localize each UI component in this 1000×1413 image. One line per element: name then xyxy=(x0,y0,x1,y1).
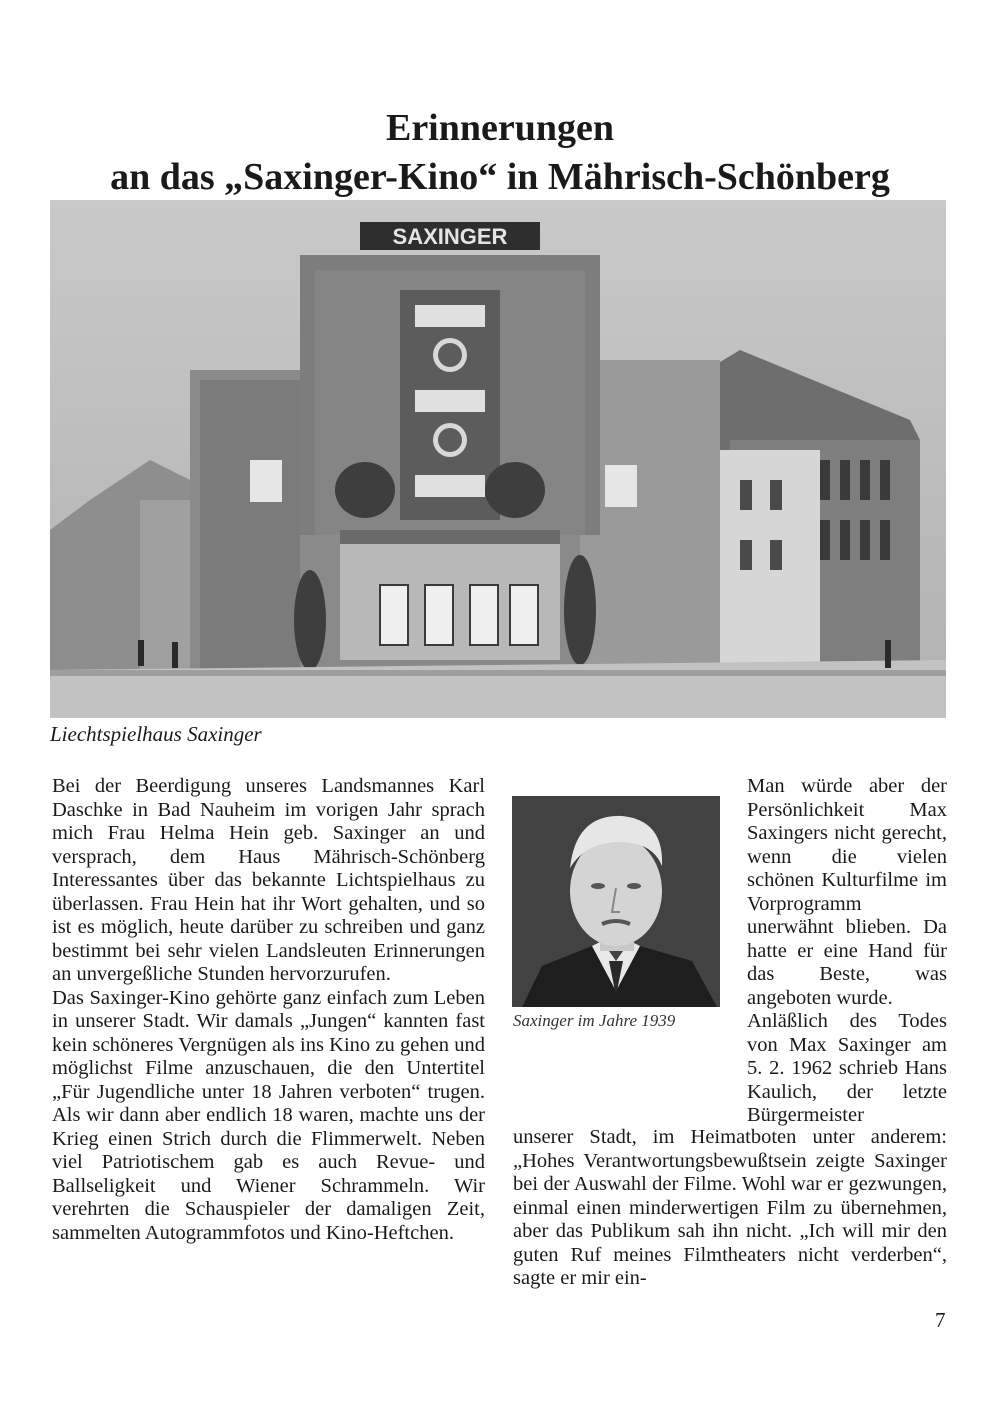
right-paragraph-1: Man würde aber der Persönlichkeit Max Saxingers nicht gerecht, wenn die vielen schönen Kulturfilme im Vorprogramm unerwähnt blieben. Da hatte er eine Hand für das Beste, was angeboten wurde. xyxy=(747,775,947,1009)
saxinger-portrait-photo xyxy=(512,796,720,1007)
article-title-line-1: Erinnerungen xyxy=(385,107,615,149)
left-paragraph-1: Bei der Beerdigung unseres Landsmannes Karl Daschke in Bad Nauheim im vorigen Jahr sprach mich Frau Helma Hein geb. Saxinger an und versprach, dem Haus Mährisch-Schönberg Interessantes über das bekannte Lichtspielhaus zu überlassen. Frau Hein hat ihr Wort gehalten, und so ist es möglich, heute darüber zu schreiben und ganz bestimmt bei sehr vielen Landsleuten Erinnerungen an unvergeßliche Stunden hervorzurufen. xyxy=(52,775,485,985)
right-paragraph-2-continued: unserer Stadt, im Heimatboten unter anderem: „Hohes Verantwortungsbewußtsein zeigte Saxinger bei der Auswahl der Filme. Wohl war er gezwungen, einmal einen minderwertigen Film zu übernehmen, aber das Publikum sah ihn nicht. „Ich will mir den guten Ruf meines Filmtheaters nicht verderben“, sagte er mir ein- xyxy=(513,1126,947,1289)
left-column xyxy=(52,775,485,1245)
portrait-illustration xyxy=(512,796,720,1007)
right-paragraph-2-start: Anläßlich des Todes von Max Saxinger am 5. 2. 1962 schrieb Hans Kaulich, der letzte Bürgermeister xyxy=(747,1010,947,1126)
cinema-sign-text: SAXINGER xyxy=(392,224,508,249)
cinema-building-photo xyxy=(50,200,946,718)
portrait-caption: Saxinger im Jahre 1939 xyxy=(513,1011,676,1030)
right-column-top xyxy=(747,775,947,1128)
page-number: 7 xyxy=(935,1308,946,1332)
left-paragraph-2: Das Saxinger-Kino gehörte ganz einfach zum Leben in unserer Stadt. Wir damals „Jungen“ kannten fast kein schöneres Vergnügen als ins Kino zu gehen und möglichst Filme anzuschauen, die den Untertitel „Für Jugendliche unter 18 Jahren verboten“ trugen. Als wir dann aber endlich 18 waren, machte uns der Krieg einen Strich durch die Flimmerwelt. Neben viel Patriotischem gab es auch Revue- und Ballseligkeit und Wiener Schrammeln. Wir verehrten die Schauspieler der damaligen Zeit, sammelten Autogrammfotos und Kino-Heftchen. xyxy=(52,986,485,1244)
main-photo-caption: Liechtspielhaus Saxinger xyxy=(50,722,262,746)
cinema-building-illustration xyxy=(50,200,946,718)
article-title-line-2: an das „Saxinger-Kino“ in Mährisch-Schönberg xyxy=(110,156,890,198)
